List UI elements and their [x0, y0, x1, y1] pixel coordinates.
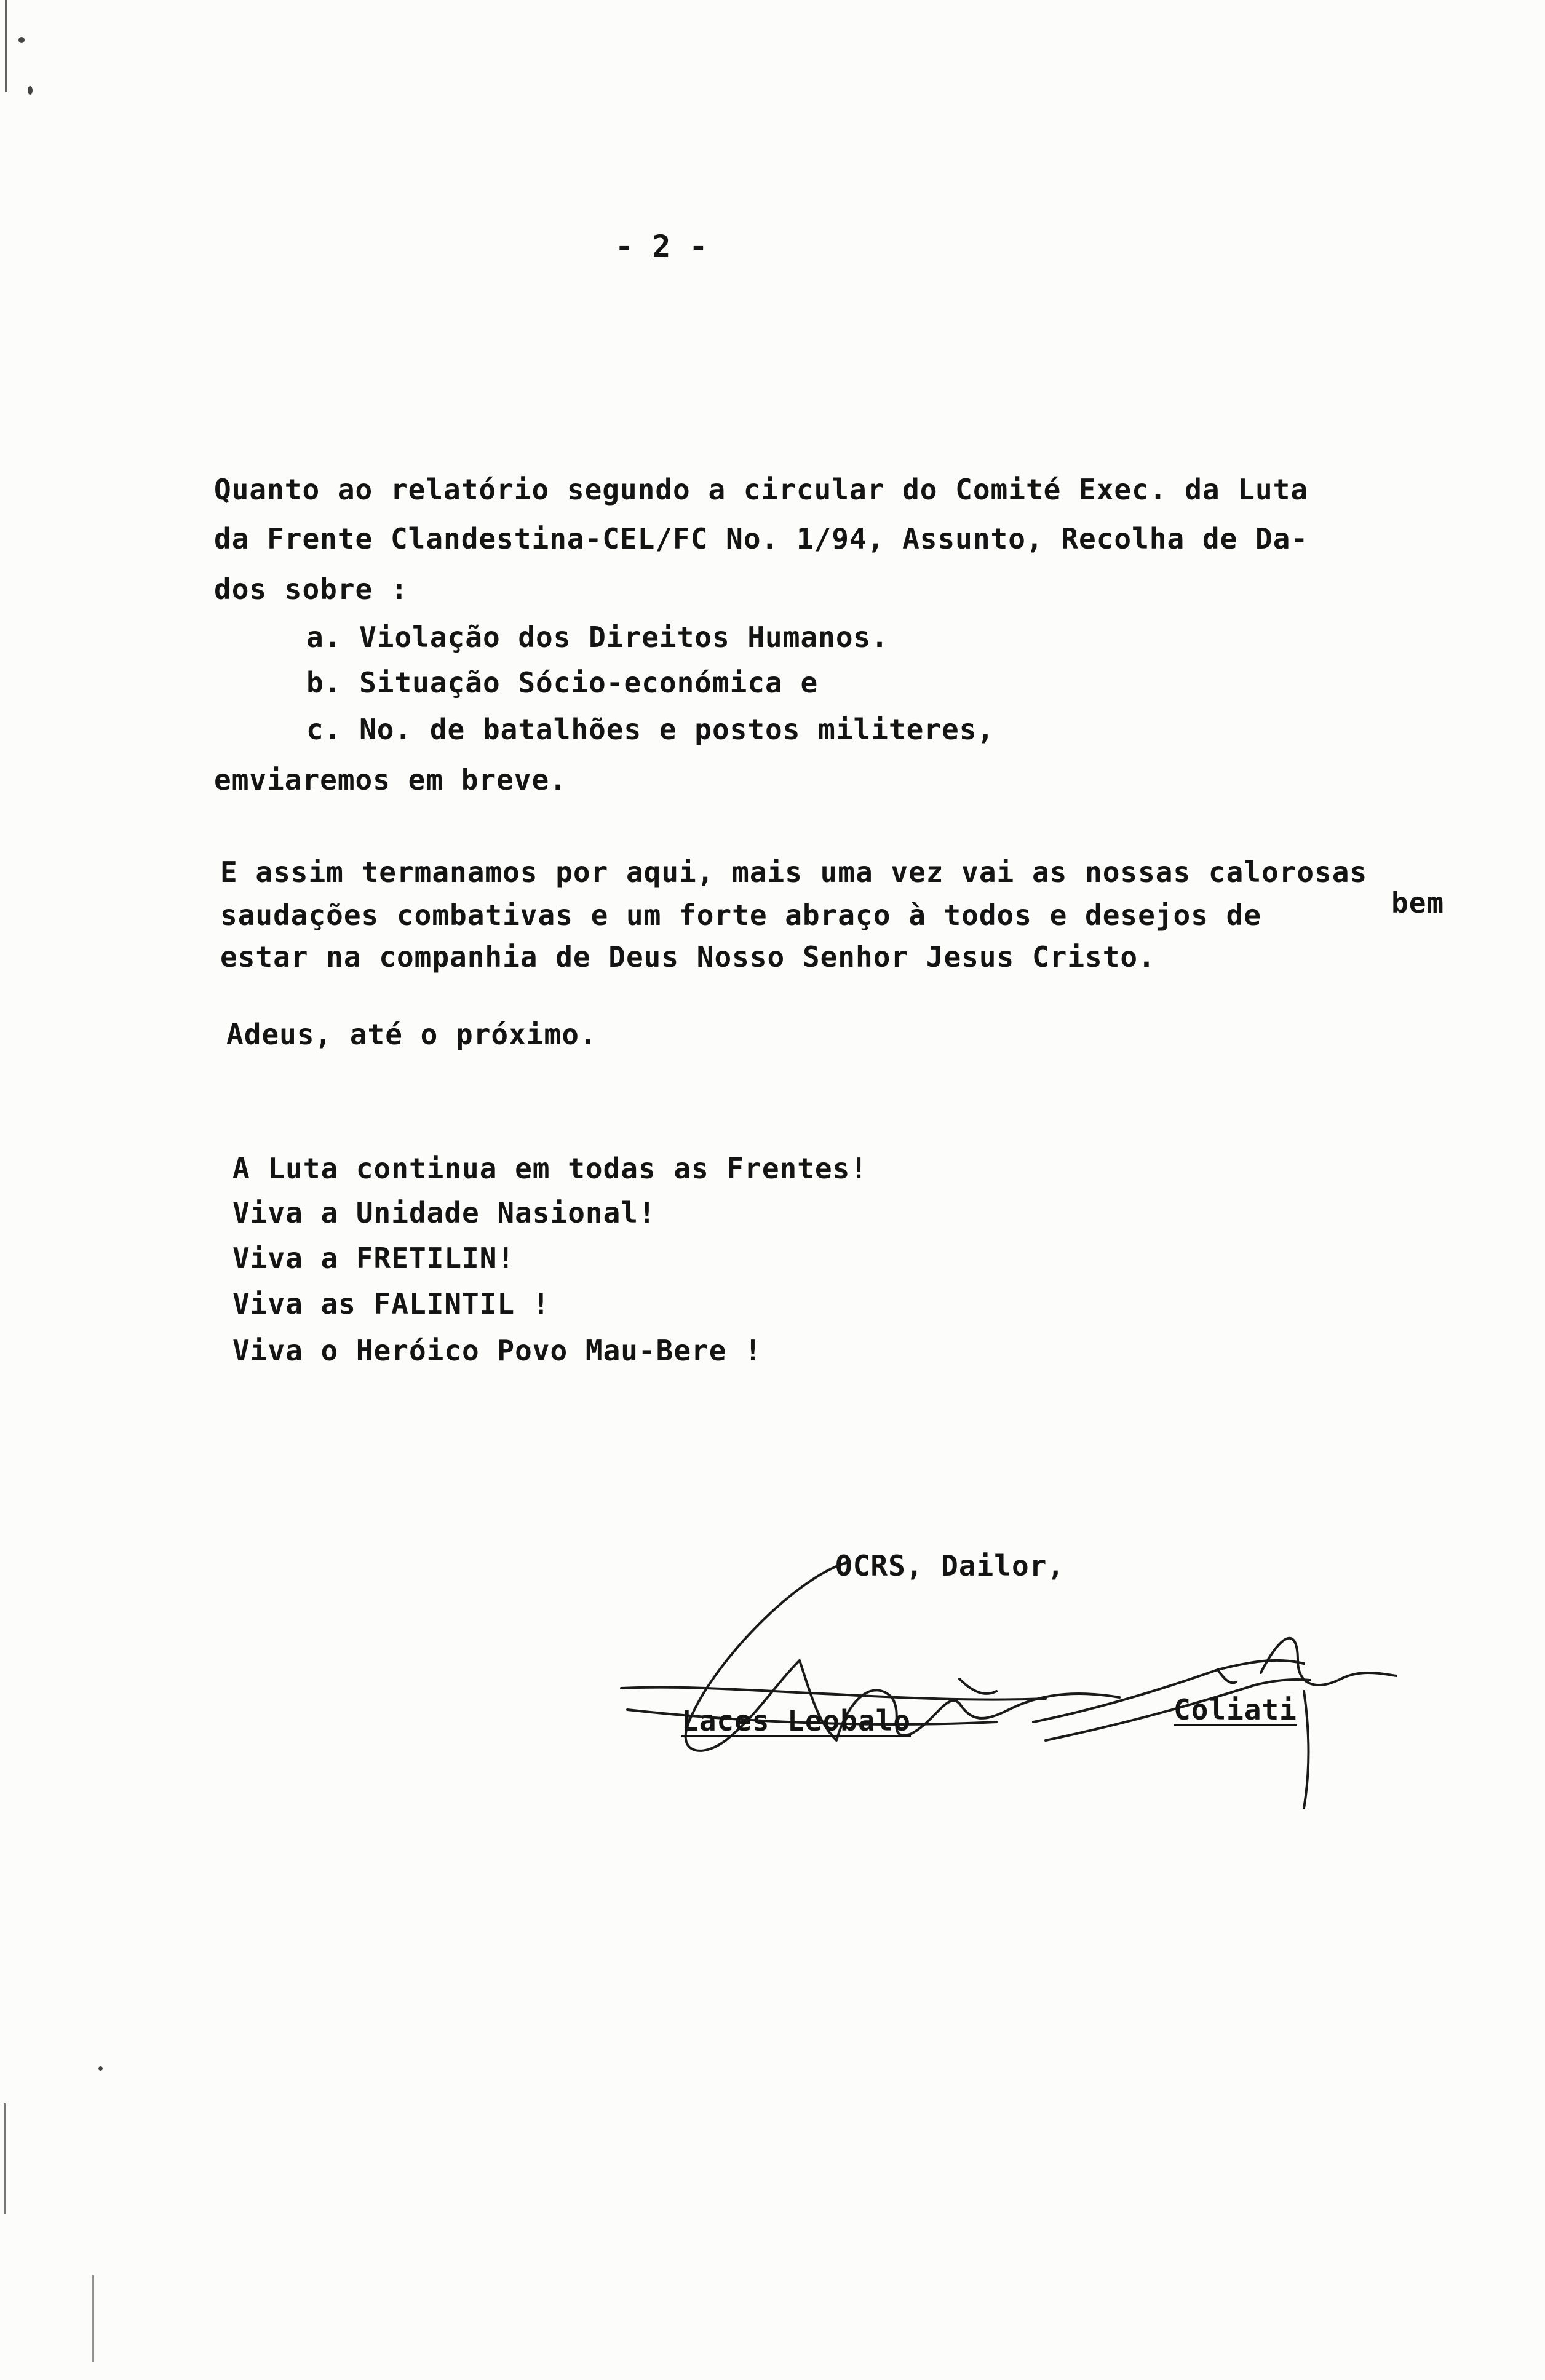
- slogan: Viva a Unidade Nasional!: [232, 1196, 656, 1229]
- paragraph1-line: da Frente Clandestina-CEL/FC No. 1/94, Assunto, Recolha de Da-: [214, 522, 1309, 555]
- signature-organization: OCRS, Dailor,: [835, 1549, 1065, 1582]
- paragraph2-line: E assim termanamos por aqui, mais uma vez vai as nossas calorosas: [220, 855, 1368, 889]
- scan-speck: [28, 86, 33, 95]
- paragraph2-line: estar na companhia de Deus Nosso Senhor Jesus Cristo.: [220, 940, 1156, 974]
- slogan: A Luta continua em todas as Frentes!: [232, 1152, 868, 1185]
- scan-mark-bottom-left-2: [92, 2275, 94, 2362]
- paragraph1-closing: emviaremos em breve.: [214, 763, 567, 796]
- scan-speck: [98, 2066, 103, 2071]
- page-number: - 2 -: [615, 229, 708, 264]
- handwritten-signatures: [615, 1537, 1445, 1820]
- paragraph1-line: Quanto ao relatório segundo a circular do Comité Exec. da Luta: [214, 473, 1309, 506]
- slogan: Viva as FALINTIL !: [232, 1287, 550, 1320]
- slogan: Viva o Heróico Povo Mau-Bere !: [232, 1334, 762, 1367]
- signer-1-name: Laces Leobalo: [681, 1704, 912, 1737]
- scan-speck: [18, 37, 25, 43]
- list-item: b. Situação Sócio-económica e: [306, 666, 819, 699]
- paragraph1-line: dos sobre :: [214, 573, 408, 606]
- list-item: c. No. de batalhões e postos militeres,: [306, 713, 995, 746]
- signer-2-name: Coliati: [1174, 1693, 1297, 1726]
- scan-mark-top-left: [5, 0, 7, 92]
- slogan: Viva a FRETILIN!: [232, 1242, 515, 1275]
- paragraph2-trailing-word: bem: [1391, 886, 1445, 919]
- paragraph2-line: saudações combativas e um forte abraço à todos e desejos de: [220, 898, 1261, 932]
- list-item: a. Violação dos Direitos Humanos.: [306, 621, 889, 654]
- scan-mark-bottom-left: [4, 2103, 6, 2214]
- farewell: Adeus, até o próximo.: [226, 1018, 597, 1051]
